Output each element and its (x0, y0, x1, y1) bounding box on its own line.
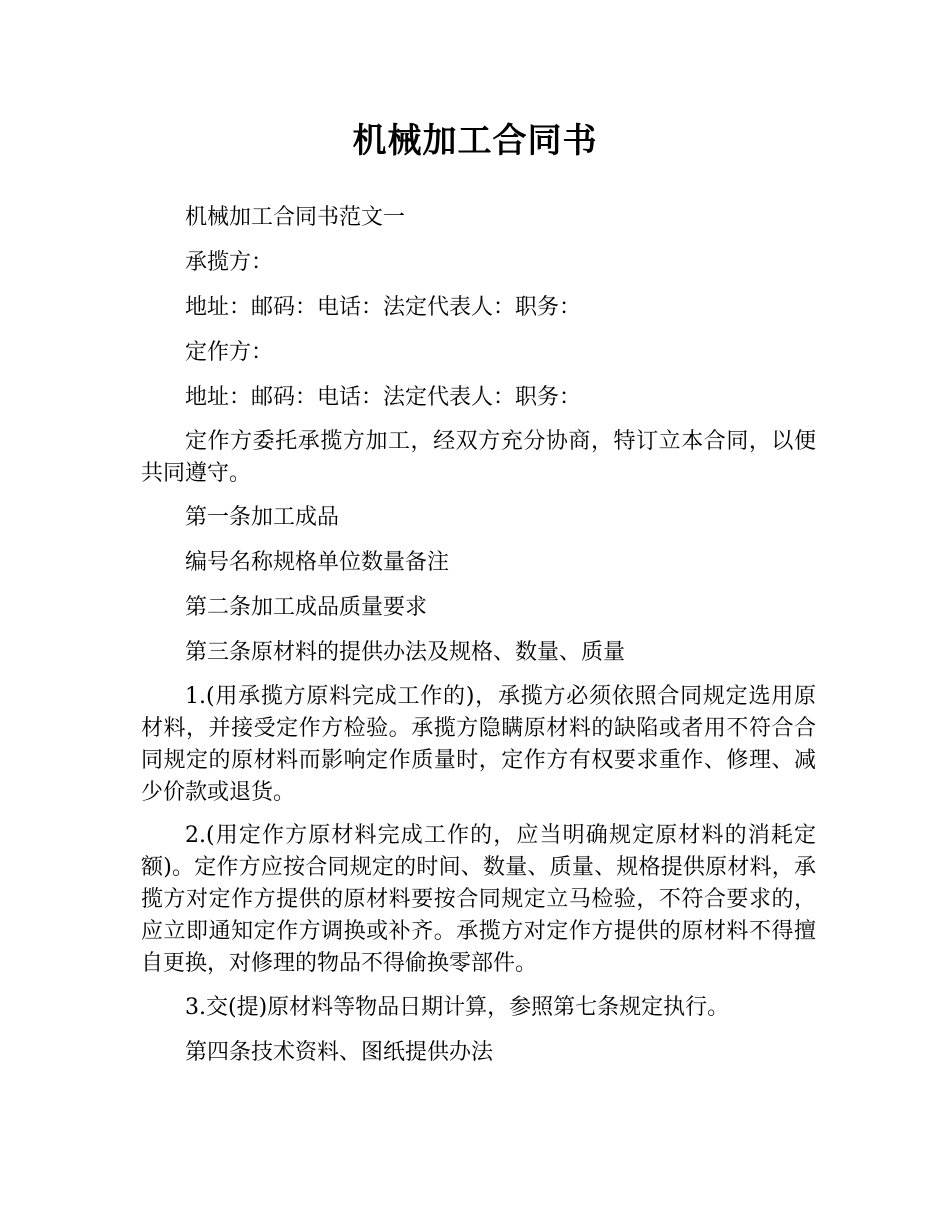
document-body (141, 201, 816, 1081)
paragraph-table-header: 编号名称规格单位数量备注 (185, 550, 450, 575)
paragraph-clause-3-1: 1.(用承揽方原料完成工作的)，承揽方必须依照合同规定选用原材料，并接受定作方检验。承揽方隐瞒原材料的缺陷或者用不符合合同规定的原材料而影响定作质量时，定作方有权要求重作、修理、减少价款或退货。 (141, 684, 816, 805)
paragraph-contractor-address: 地址：邮码：电话：法定代表人：职务： (185, 295, 582, 320)
paragraph-client-address: 地址：邮码：电话：法定代表人：职务： (185, 385, 582, 410)
paragraph-preamble: 定作方委托承揽方加工，经双方充分协商，特订立本合同，以便共同遵守。 (141, 429, 816, 486)
document-title: 机械加工合同书 (352, 121, 598, 161)
paragraph-contractor: 承揽方： (185, 250, 274, 275)
paragraph-clause-3-3: 3.交(提)原材料等物品日期计算，参照第七条规定执行。 (185, 995, 730, 1020)
paragraph-article-3: 第三条原材料的提供办法及规格、数量、质量 (185, 640, 626, 665)
paragraph-client: 定作方： (185, 340, 274, 365)
paragraph-article-1: 第一条加工成品 (185, 505, 340, 530)
paragraph-article-2: 第二条加工成品质量要求 (185, 595, 428, 620)
paragraph-subtitle: 机械加工合同书范文一 (185, 205, 406, 230)
paragraph-article-4: 第四条技术资料、图纸提供办法 (185, 1040, 494, 1065)
paragraph-clause-3-2: 2.(用定作方原材料完成工作的，应当明确规定原材料的消耗定额)。定作方应按合同规定的时间、数量、质量、规格提供原材料，承揽方对定作方提供的原材料要按合同规定立马检验，不符合要求的，应立即通知定作方调换或补齐。承揽方对定作方提供的原材料不得擅自更换，对修理的物品不得偷换零部件。 (141, 823, 816, 976)
